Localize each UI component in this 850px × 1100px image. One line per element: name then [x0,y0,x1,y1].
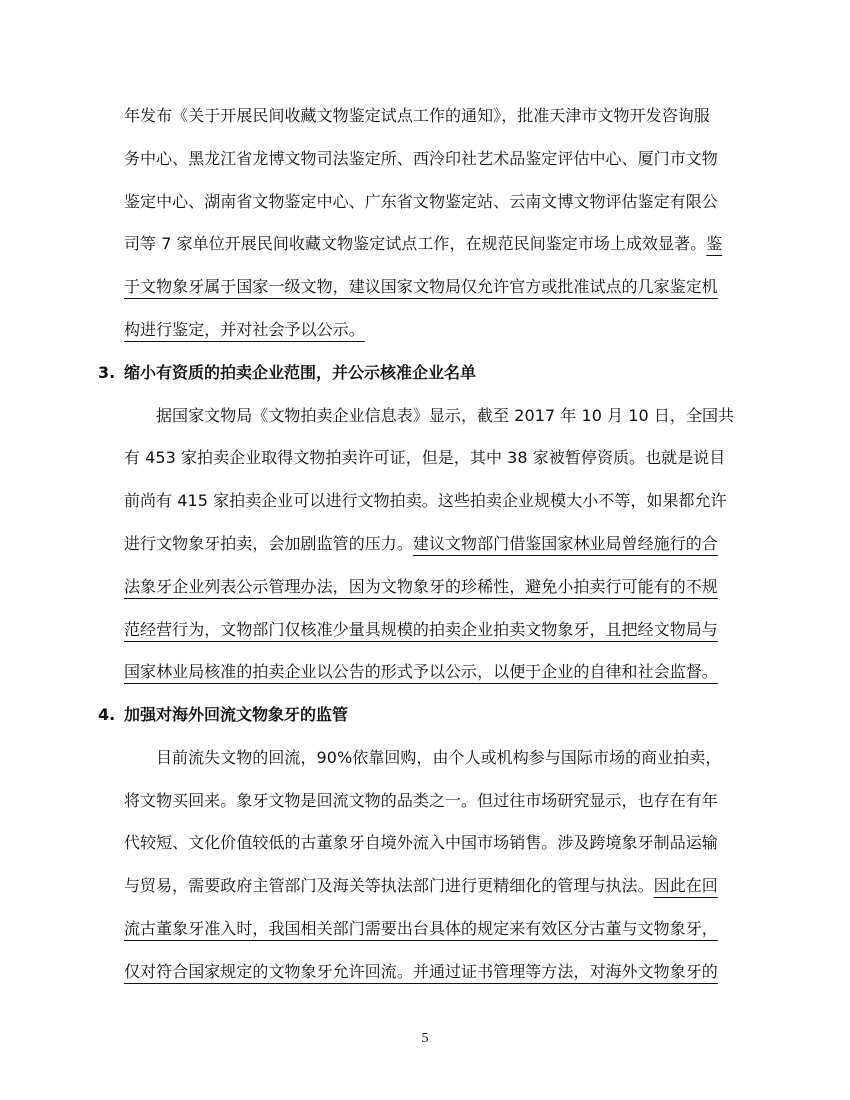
underlined-text-run: 范经营行为，文物部门仅核准少量具规模的拍卖企业拍卖文物象牙，且把经文物局与 [124,620,718,639]
paragraph-line [124,490,744,512]
paragraph-line [124,790,744,812]
paragraph-line [124,961,744,983]
text-run: 代较短、文化价值较低的古董象牙自境外流入中国市场销售。涉及跨境象牙制品运输 [124,833,718,852]
underlined-text-run: 构进行鉴定，并对社会予以公示。 [124,320,365,339]
text-run: 前尚有 415 家拍卖企业可以进行文物拍卖。这些拍卖企业规模大小不等，如果都允许 [124,491,727,510]
underlined-text-run: 因此在回 [653,876,718,895]
underlined-text-run: 法象牙企业列表公示管理办法，因为文物象牙的珍稀性，避免小拍卖行可能有的不规 [124,577,718,596]
underlined-text-run: 于文物象牙属于国家一级文物，建议国家文物局仅允许官方或批准试点的几家鉴定机 [124,277,718,296]
underlined-text-run: 流古董象牙准入时，我国相关部门需要出台具体的规定来有效区分古董与文物象牙， [124,919,718,938]
text-run: 有 453 家拍卖企业取得文物拍卖许可证，但是，其中 38 家被暂停资质。也就是说目 [124,448,726,467]
paragraph-line [156,405,744,427]
section-title: 加强对海外回流文物象牙的监管 [124,705,349,724]
text-run: 务中心、黑龙江省龙博文物司法鉴定所、西泠印社艺术品鉴定评估中心、厦门市文物 [124,149,718,168]
paragraph-line [124,447,744,469]
paragraph-line [124,832,744,854]
text-run: 鉴定中心、湖南省文物鉴定中心、广东省文物鉴定站、云南文博文物评估鉴定有限公 [124,192,718,211]
paragraph-line [156,747,744,769]
underlined-text-run: 鉴 [706,234,723,253]
paragraph-line [124,276,744,298]
underlined-text-run: 国家林业局核准的拍卖企业以公告的形式予以公示，以便于企业的自律和社会监督。 [124,662,718,681]
text-run: 据国家文物局《文物拍卖企业信息表》显示，截至 2017 年 10 月 10 日，全国共 [156,406,735,425]
section-number: 3. [98,363,116,382]
underlined-text-run: 仅对符合国家规定的文物象牙允许回流。并通过证书管理等方法，对海外文物象牙的 [124,962,718,981]
underlined-text-run: 建议文物部门借鉴国家林业局曾经施行的合 [412,534,718,553]
section-heading-3 [98,362,476,384]
text-run: 目前流失文物的回流，90%依靠回购，由个人或机构参与国际市场的商业拍卖， [156,748,722,767]
section-title: 缩小有资质的拍卖企业范围，并公示核准企业名单 [124,363,477,382]
text-run: 年发布《关于开展民间收藏文物鉴定试点工作的通知》，批准天津市文物开发咨询服 [124,106,710,125]
paragraph-line [124,191,744,213]
paragraph-line [124,918,744,940]
paragraph-line [124,619,744,641]
paragraph-line [124,533,744,555]
text-run: 司等 7 家单位开展民间收藏文物鉴定试点工作，在规范民间鉴定市场上成效显著。 [124,234,707,253]
text-run: 进行文物象牙拍卖，会加剧监管的压力。 [124,534,413,553]
section-heading-4 [98,704,348,726]
paragraph-line [124,875,744,897]
paragraph-line [124,576,744,598]
text-run: 与贸易，需要政府主管部门及海关等执法部门进行更精细化的管理与执法。 [124,876,654,895]
paragraph-line [124,148,744,170]
text-run: 将文物买回来。象牙文物是回流文物的品类之一。但过往市场研究显示，也存在有年 [124,791,718,810]
section-number: 4. [98,705,116,724]
paragraph-line [124,661,744,683]
paragraph-line [124,233,744,255]
paragraph-line [124,105,744,127]
page-number: 5 [421,1031,429,1046]
paragraph-line [124,319,744,341]
